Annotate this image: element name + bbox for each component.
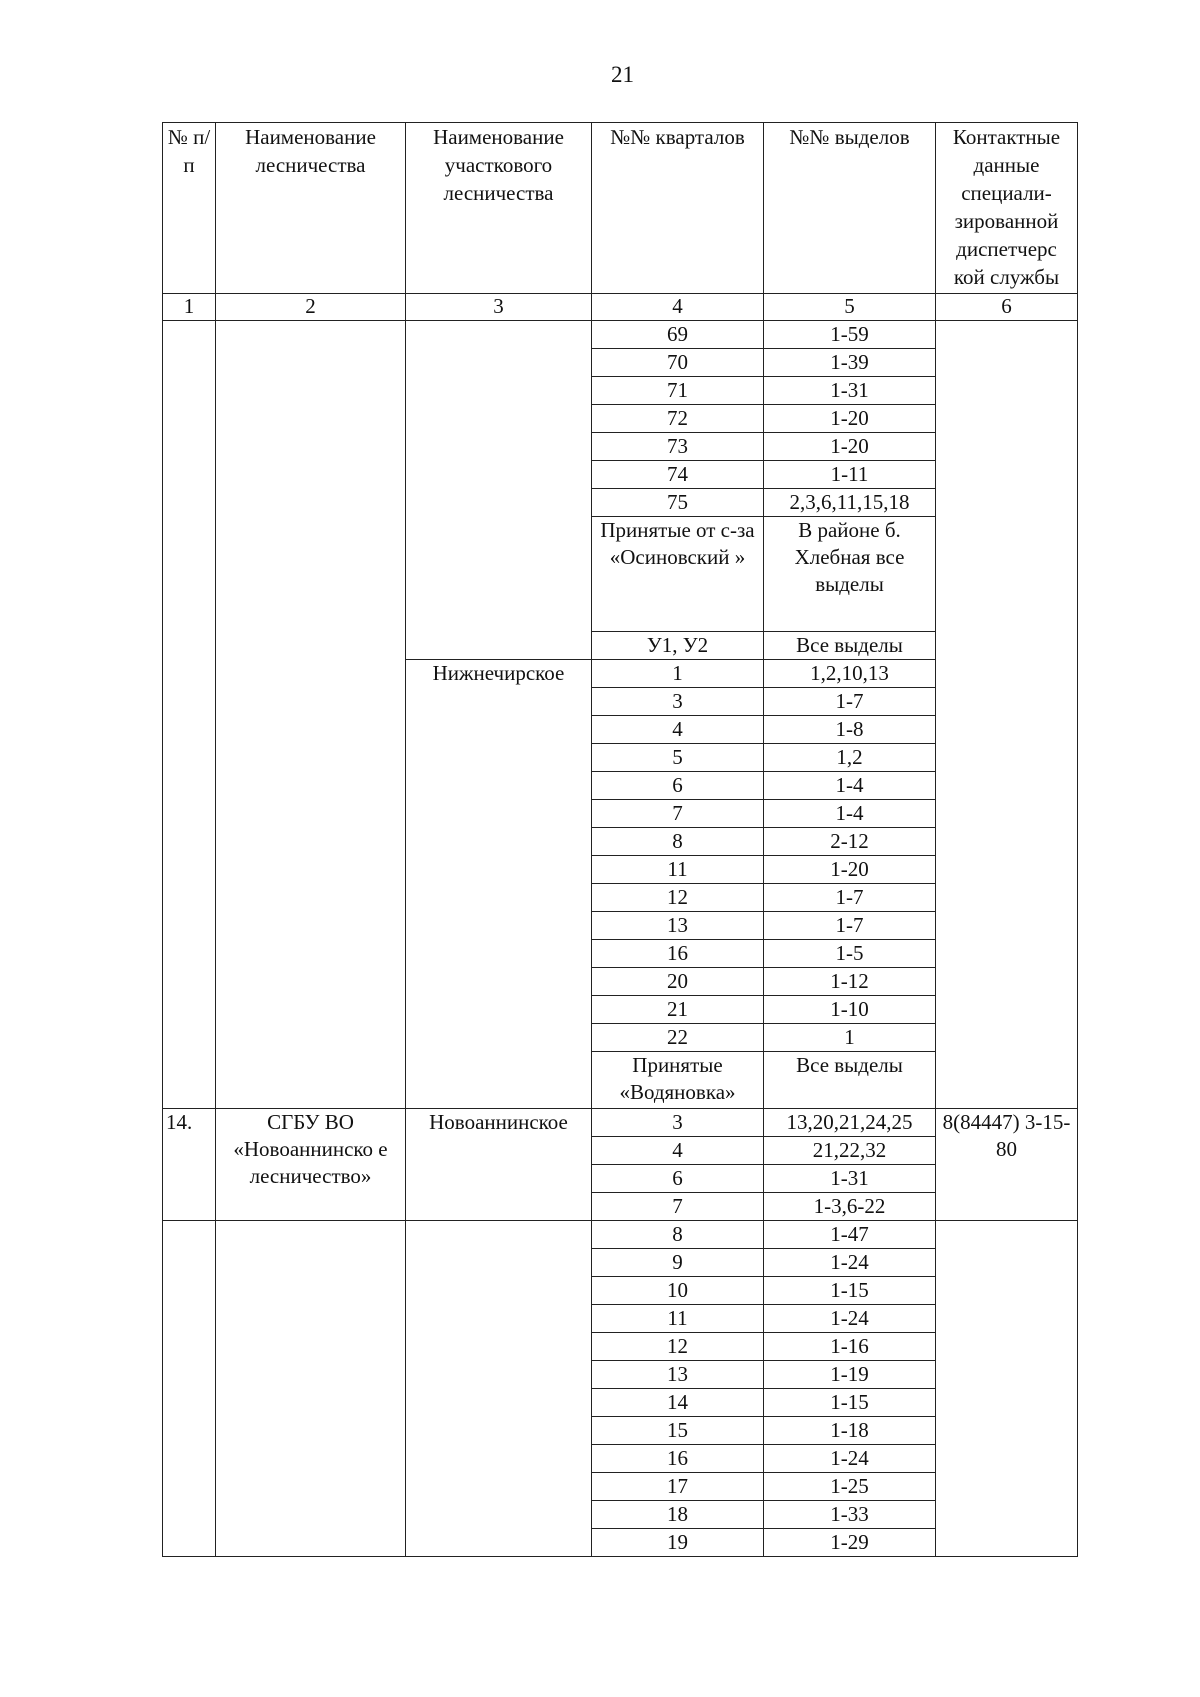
forestry-table xyxy=(162,122,1078,1557)
quarter-cell: 9 xyxy=(592,1249,764,1277)
quarter-cell: 15 xyxy=(592,1417,764,1445)
allotment-cell: 2-12 xyxy=(764,828,936,856)
quarter-cell: 73 xyxy=(592,433,764,461)
contact-cell: 8(84447) 3-15-80 xyxy=(936,1109,1078,1221)
quarter-cell: 75 xyxy=(592,489,764,517)
allotment-cell: 1 xyxy=(764,1024,936,1052)
allotment-cell: 1-24 xyxy=(764,1445,936,1473)
allotment-cell: 1-16 xyxy=(764,1333,936,1361)
quarter-cell: 19 xyxy=(592,1529,764,1557)
allotment-cell: 1-31 xyxy=(764,1165,936,1193)
allotment-cell: 1-10 xyxy=(764,996,936,1024)
allotment-cell: В районе б. Хлебная все выделы xyxy=(764,517,936,632)
allotment-cell: 13,20,21,24,25 xyxy=(764,1109,936,1137)
quarter-cell: 10 xyxy=(592,1277,764,1305)
table-row xyxy=(163,1109,1078,1137)
header-quarters: №№ кварталов xyxy=(592,123,764,294)
allotment-cell: 1-20 xyxy=(764,433,936,461)
allotment-cell: 1-15 xyxy=(764,1389,936,1417)
quarter-cell: 4 xyxy=(592,716,764,744)
quarter-cell: 3 xyxy=(592,1109,764,1137)
quarter-cell: 6 xyxy=(592,1165,764,1193)
quarter-cell: 74 xyxy=(592,461,764,489)
allotment-cell: 1-15 xyxy=(764,1277,936,1305)
allotment-cell: 1-7 xyxy=(764,912,936,940)
allotment-cell: 1-20 xyxy=(764,856,936,884)
quarter-cell: 4 xyxy=(592,1137,764,1165)
allotment-cell: 1-29 xyxy=(764,1529,936,1557)
allotment-cell: 1-7 xyxy=(764,688,936,716)
quarter-cell: 3 xyxy=(592,688,764,716)
allotment-cell: 1-24 xyxy=(764,1249,936,1277)
quarter-cell: 14 xyxy=(592,1389,764,1417)
subforestry-cell-empty xyxy=(406,1221,592,1557)
quarter-cell: 7 xyxy=(592,1193,764,1221)
col-number: 3 xyxy=(406,294,592,321)
col-number: 2 xyxy=(216,294,406,321)
subforestry-cell-empty xyxy=(406,321,592,660)
quarter-cell: 12 xyxy=(592,884,764,912)
header-num: № п/п xyxy=(163,123,216,294)
allotment-cell: 1-20 xyxy=(764,405,936,433)
quarter-cell: 71 xyxy=(592,377,764,405)
quarter-cell: 8 xyxy=(592,1221,764,1249)
quarter-cell: 17 xyxy=(592,1473,764,1501)
column-number-row xyxy=(163,294,1078,321)
quarter-cell: 70 xyxy=(592,349,764,377)
num-cell-empty xyxy=(163,321,216,1109)
allotment-cell: 1-5 xyxy=(764,940,936,968)
quarter-cell: 1 xyxy=(592,660,764,688)
col-number: 6 xyxy=(936,294,1078,321)
header-row xyxy=(163,123,1078,294)
quarter-cell: 13 xyxy=(592,1361,764,1389)
allotment-cell: 1-4 xyxy=(764,800,936,828)
quarter-cell: 69 xyxy=(592,321,764,349)
allotment-cell: Все выделы xyxy=(764,632,936,660)
header-contacts: Контактные данные специали-зированной диспетчерс кой службы xyxy=(936,123,1078,294)
quarter-cell: 22 xyxy=(592,1024,764,1052)
allotment-cell: 1-47 xyxy=(764,1221,936,1249)
allotment-cell: 1-8 xyxy=(764,716,936,744)
num-cell-empty xyxy=(163,1221,216,1557)
allotment-cell: 1-31 xyxy=(764,377,936,405)
allotment-cell: 1-11 xyxy=(764,461,936,489)
table-row xyxy=(163,1221,1078,1249)
quarter-cell: 21 xyxy=(592,996,764,1024)
contact-cell-empty xyxy=(936,321,1078,1109)
allotment-cell: 1-18 xyxy=(764,1417,936,1445)
col-number: 1 xyxy=(163,294,216,321)
quarter-cell: 6 xyxy=(592,772,764,800)
quarter-cell: 72 xyxy=(592,405,764,433)
allotment-cell: 1-7 xyxy=(764,884,936,912)
allotment-cell: 1-4 xyxy=(764,772,936,800)
allotment-cell: 21,22,32 xyxy=(764,1137,936,1165)
allotment-cell: 1,2 xyxy=(764,744,936,772)
allotment-cell: 1-33 xyxy=(764,1501,936,1529)
forestry-cell-empty xyxy=(216,1221,406,1557)
quarter-cell: 16 xyxy=(592,940,764,968)
allotment-cell: 1,2,10,13 xyxy=(764,660,936,688)
quarter-cell: 13 xyxy=(592,912,764,940)
contact-cell-empty xyxy=(936,1221,1078,1557)
header-subforestry: Наименование участкового лесничества xyxy=(406,123,592,294)
quarter-cell: 5 xyxy=(592,744,764,772)
subforestry-cell: Нижнечирское xyxy=(406,660,592,1109)
allotment-cell: 1-19 xyxy=(764,1361,936,1389)
page-number: 21 xyxy=(611,62,634,87)
quarter-cell: 8 xyxy=(592,828,764,856)
subforestry-cell: Новоаннинское xyxy=(406,1109,592,1221)
quarter-cell: Принятые от с-за «Осиновский » xyxy=(592,517,764,632)
quarter-cell: 11 xyxy=(592,856,764,884)
allotment-cell: 1-39 xyxy=(764,349,936,377)
quarter-cell: У1, У2 xyxy=(592,632,764,660)
quarter-cell: 16 xyxy=(592,1445,764,1473)
quarter-cell: 20 xyxy=(592,968,764,996)
header-allotments: №№ выделов xyxy=(764,123,936,294)
allotment-cell: 1-25 xyxy=(764,1473,936,1501)
quarter-cell: 7 xyxy=(592,800,764,828)
quarter-cell: 18 xyxy=(592,1501,764,1529)
forestry-cell: СГБУ ВО «Новоаннинско е лесничество» xyxy=(216,1109,406,1221)
quarter-cell: 12 xyxy=(592,1333,764,1361)
table-row xyxy=(163,321,1078,349)
allotment-cell: 1-12 xyxy=(764,968,936,996)
allotment-cell: 1-24 xyxy=(764,1305,936,1333)
header-forestry: Наименование лесничества xyxy=(216,123,406,294)
allotment-cell: 1-59 xyxy=(764,321,936,349)
row-number-cell: 14. xyxy=(163,1109,216,1221)
col-number: 5 xyxy=(764,294,936,321)
quarter-cell: Принятые «Водяновка» xyxy=(592,1052,764,1109)
quarter-cell: 11 xyxy=(592,1305,764,1333)
allotment-cell: Все выделы xyxy=(764,1052,936,1109)
allotment-cell: 1-3,6-22 xyxy=(764,1193,936,1221)
forestry-cell-empty xyxy=(216,321,406,1109)
col-number: 4 xyxy=(592,294,764,321)
allotment-cell: 2,3,6,11,15,18 xyxy=(764,489,936,517)
